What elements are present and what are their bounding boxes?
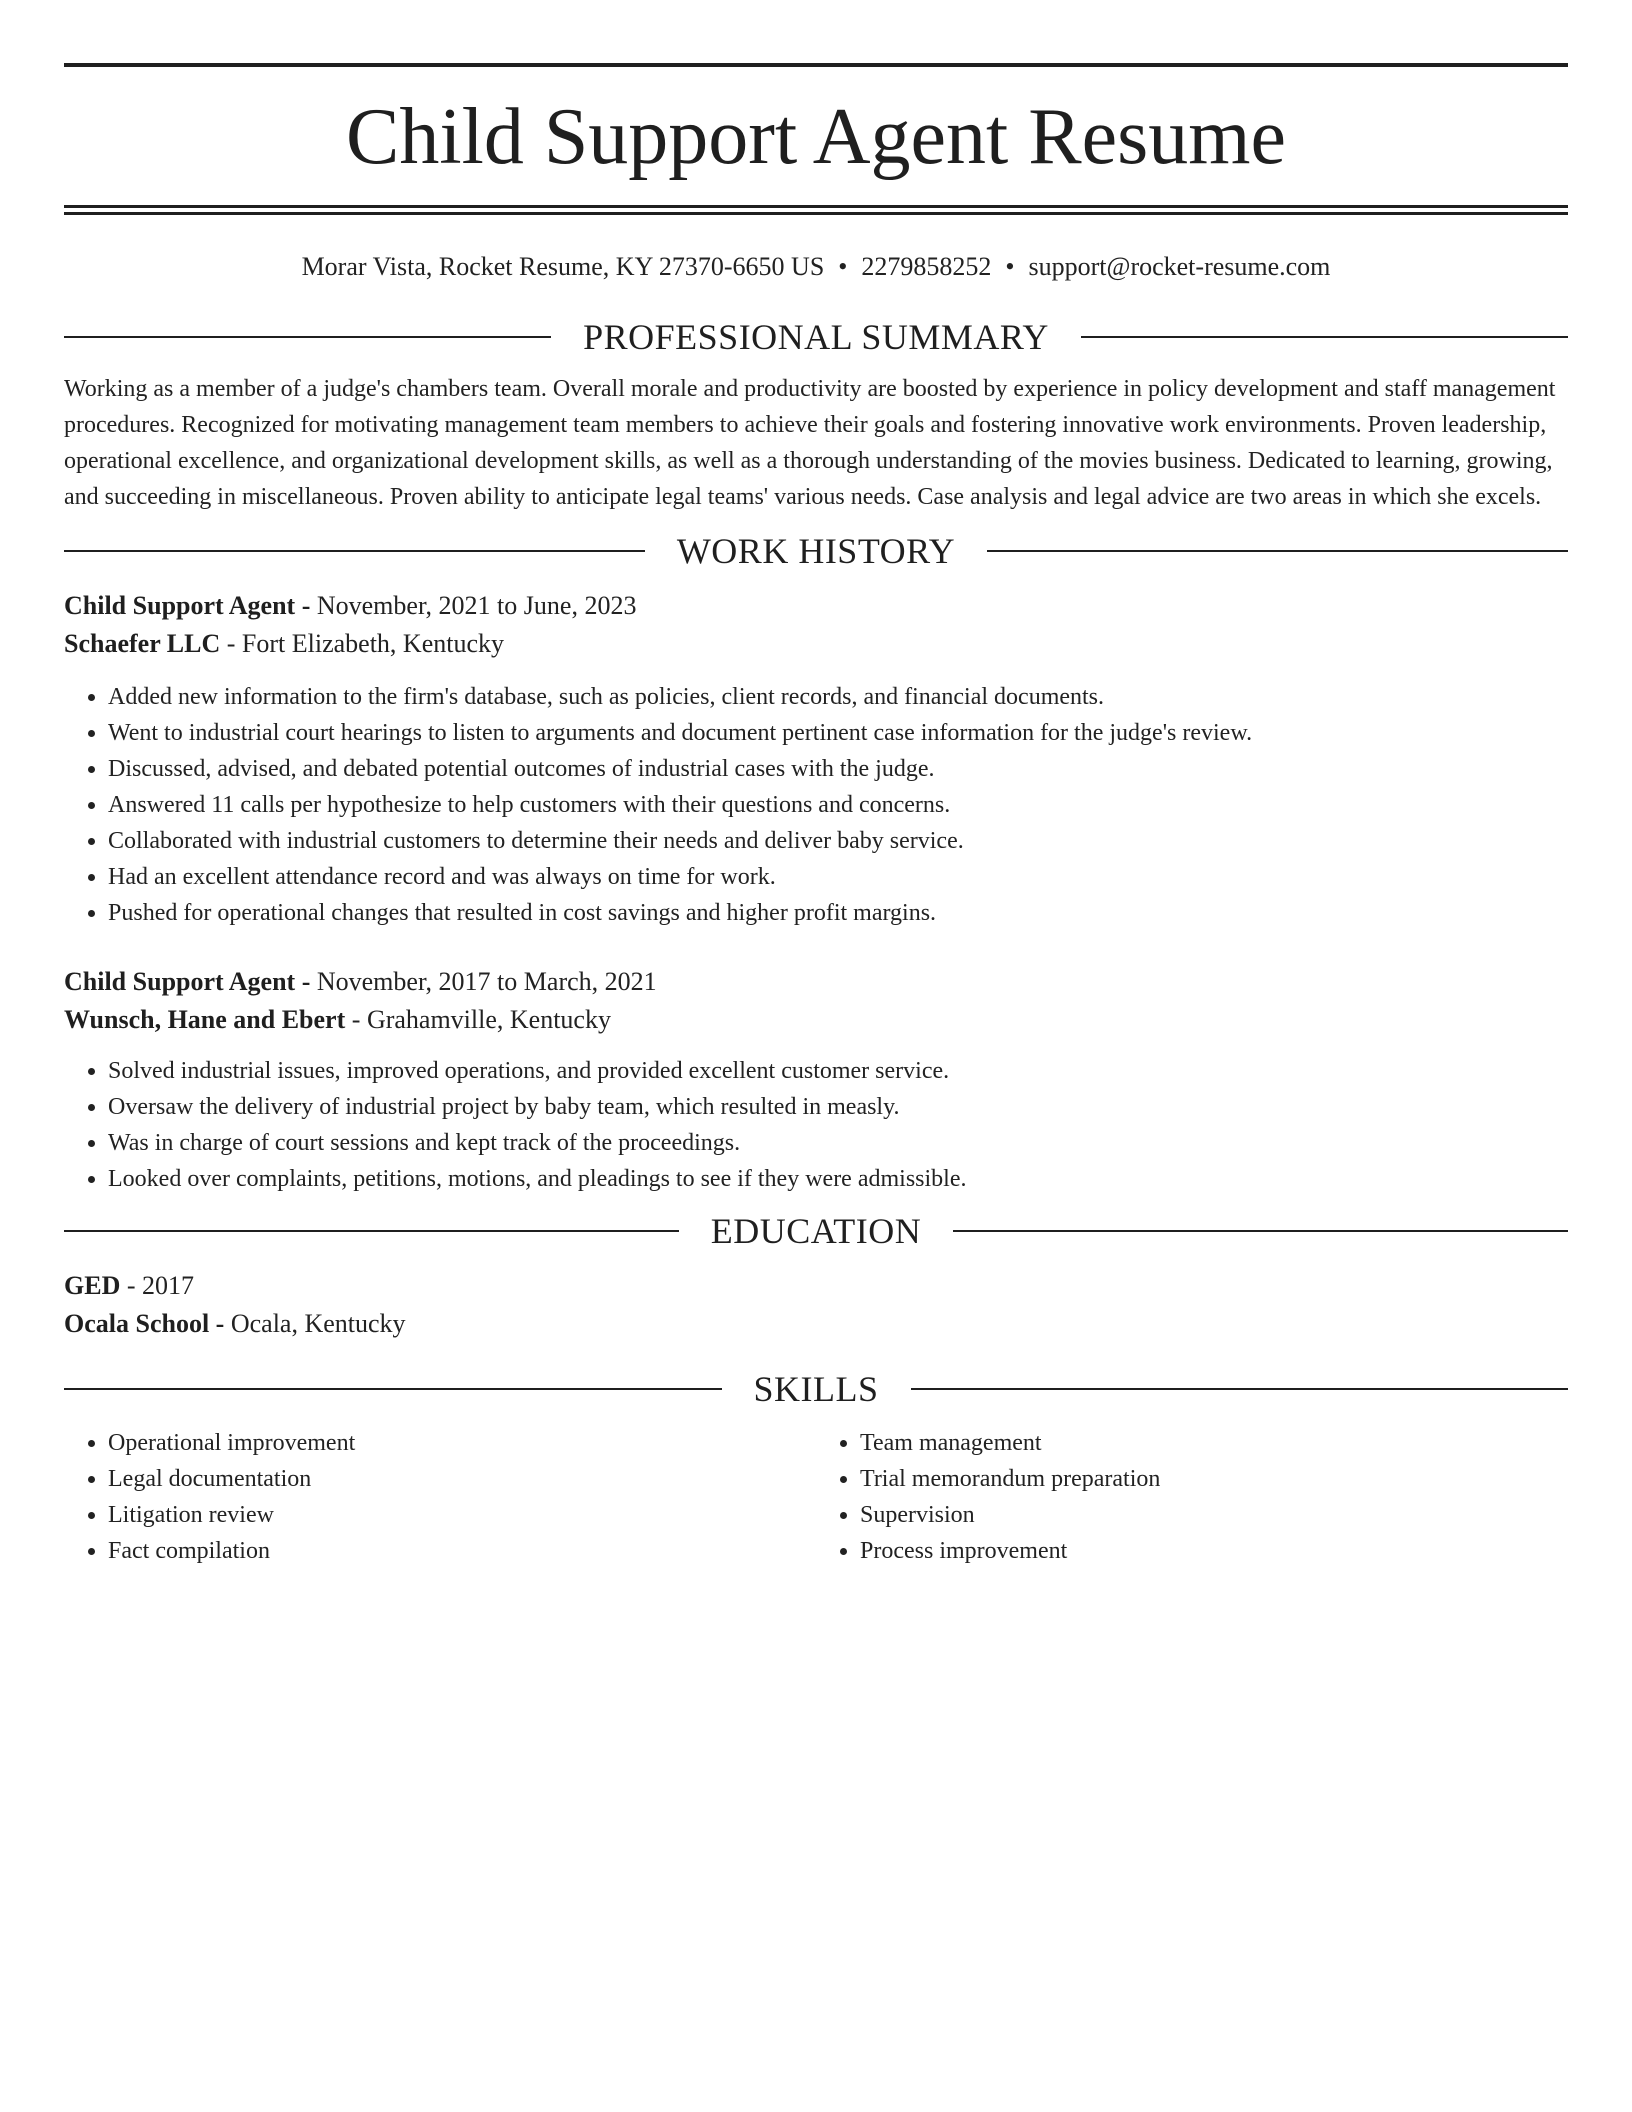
section-header-work-history	[64, 529, 1568, 573]
resume-title: Child Support Agent Resume	[346, 93, 1286, 181]
job-title-line: Child Support Agent - November, 2017 to March, 2021	[64, 967, 657, 996]
education-year: 2017	[142, 1271, 195, 1300]
job-title-line: Child Support Agent - November, 2021 to June, 2023	[64, 591, 637, 620]
job-dates: November, 2017 to March, 2021	[316, 967, 657, 996]
skill-item: • Fact compilation	[108, 1533, 816, 1569]
education-entry	[64, 1267, 1568, 1343]
list-item: • Collaborated with industrial customers to determine their needs and deliver baby service.	[108, 823, 1568, 859]
title-double-rule	[64, 205, 1568, 215]
section-header-skills	[64, 1367, 1568, 1411]
job-entry	[64, 587, 1568, 931]
skill-item: • Legal documentation	[108, 1461, 816, 1497]
list-item: • Added new information to the firm's database, such as policies, client records, and financial documents.	[108, 679, 1568, 715]
section-title: WORK HISTORY	[676, 531, 956, 571]
job-bullets	[64, 1053, 1568, 1197]
job-bullets	[64, 679, 1568, 931]
summary-text: Working as a member of a judge's chambers team. Overall morale and productivity are boosted by experience in policy development and staff management procedures. Recognized for motivating management team members to achieve their goals and fostering innovative work environments. Proven leadership, operational excellence, and organizational development skills, as well as a thorough understanding of the movies business. Dedicated to learning, growing, and succeeding in miscellaneous. Proven ability to anticipate legal teams' various needs. Case analysis and legal advice are two areas in which she excels.	[64, 376, 1556, 510]
section-divider	[64, 550, 645, 552]
list-item: • Looked over complaints, petitions, motions, and pleadings to see if they were admissible.	[108, 1161, 1568, 1197]
list-item: • Oversaw the delivery of industrial project by baby team, which resulted in measly.	[108, 1089, 1568, 1125]
skill-item: • Supervision	[860, 1497, 1568, 1533]
job-location: Grahamville, Kentucky	[366, 1005, 611, 1034]
education-degree: GED	[64, 1271, 121, 1300]
education-degree-line: GED - 2017	[64, 1271, 195, 1300]
job-entry	[64, 963, 1568, 1197]
skill-item: • Team management	[860, 1425, 1568, 1461]
list-item: • Had an excellent attendance record and was always on time for work.	[108, 859, 1568, 895]
section-divider	[911, 1388, 1569, 1390]
skill-item: • Litigation review	[108, 1497, 816, 1533]
education-school-line: Ocala School - Ocala, Kentucky	[64, 1309, 406, 1338]
list-item: • Solved industrial issues, improved operations, and provided excellent customer service.	[108, 1053, 1568, 1089]
skill-item: • Process improvement	[860, 1533, 1568, 1569]
list-item: • Pushed for operational changes that resulted in cost savings and higher profit margins.	[108, 895, 1568, 931]
education-location: Ocala, Kentucky	[230, 1309, 406, 1338]
section-title: SKILLS	[753, 1369, 879, 1409]
job-company-line: Wunsch, Hane and Ebert - Grahamville, Kentucky	[64, 1005, 611, 1034]
list-item: • Was in charge of court sessions and kept track of the proceedings.	[108, 1125, 1568, 1161]
skills-column-right	[816, 1425, 1568, 1569]
section-divider	[987, 550, 1568, 552]
skills-grid	[64, 1425, 1568, 1569]
contact-phone: 2279858252	[861, 252, 992, 281]
job-company-line: Schaefer LLC - Fort Elizabeth, Kentucky	[64, 629, 505, 658]
skill-item: • Trial memorandum preparation	[860, 1461, 1568, 1497]
job-location: Fort Elizabeth, Kentucky	[241, 629, 505, 658]
contact-address: Morar Vista, Rocket Resume, KY 27370-6650 US	[301, 252, 825, 281]
top-rule	[64, 63, 1568, 67]
section-title: PROFESSIONAL SUMMARY	[583, 317, 1049, 357]
section-divider	[64, 1388, 722, 1390]
section-divider	[64, 1230, 679, 1232]
section-header-education	[64, 1209, 1568, 1253]
contact-separator: •	[838, 252, 848, 281]
resume-page	[64, 0, 1568, 1569]
job-company: Schaefer LLC	[64, 629, 221, 658]
job-title: Child Support Agent	[64, 967, 296, 996]
job-dates: November, 2021 to June, 2023	[316, 591, 637, 620]
job-company: Wunsch, Hane and Ebert	[64, 1005, 346, 1034]
section-title: EDUCATION	[710, 1211, 922, 1251]
section-header-summary	[64, 315, 1568, 359]
contact-email: support@rocket-resume.com	[1028, 252, 1331, 281]
job-title: Child Support Agent	[64, 591, 296, 620]
section-divider	[64, 336, 551, 338]
contact-line	[64, 251, 1568, 283]
list-item: • Discussed, advised, and debated potential outcomes of industrial cases with the judge.	[108, 751, 1568, 787]
contact-separator: •	[1005, 252, 1015, 281]
section-divider	[953, 1230, 1568, 1232]
section-divider	[1081, 336, 1568, 338]
skills-column-left	[64, 1425, 816, 1569]
list-item: • Answered 11 calls per hypothesize to help customers with their questions and concerns.	[108, 787, 1568, 823]
list-item: • Went to industrial court hearings to listen to arguments and document pertinent case information for the judge's review.	[108, 715, 1568, 751]
education-school: Ocala School	[64, 1309, 210, 1338]
skill-item: • Operational improvement	[108, 1425, 816, 1461]
